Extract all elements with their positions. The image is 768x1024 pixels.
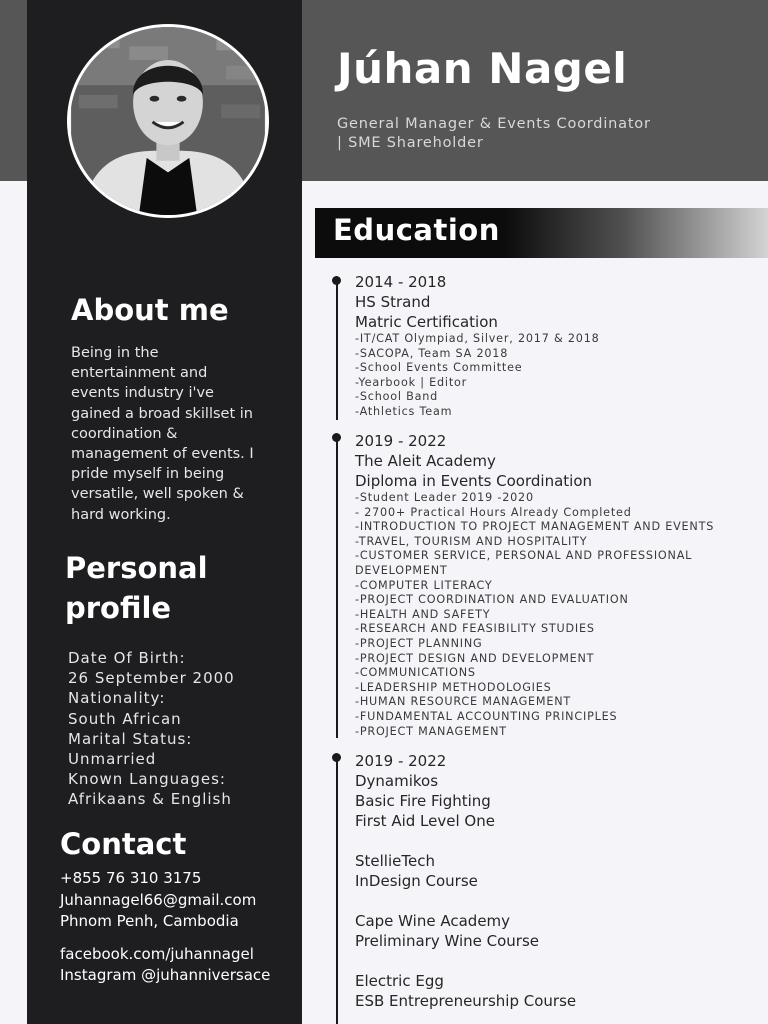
profile-line: Nationality: [68,689,166,708]
entry-detail: -HUMAN RESOURCE MANAGEMENT [355,695,572,709]
entry-line: Cape Wine Academy [355,912,511,930]
entry-line: Diploma in Events Coordination [355,472,593,490]
entry-spacer [355,831,765,851]
job-title-line: General Manager & Events Coordinator [337,116,651,132]
contact-spacer [60,933,300,944]
profile-line: Known Languages: [68,770,226,789]
entry-detail: -TRAVEL, TOURISM AND HOSPITALITY [355,534,588,548]
contact-heading: Contact [60,827,187,861]
entry-line: The Aleit Academy [355,452,496,470]
entry-years: 2019 - 2022 [355,752,447,770]
timeline-line [336,438,338,738]
profile-line: South African [68,709,182,728]
entry-line: Basic Fire Fighting [355,792,491,810]
instagram-link[interactable]: Instagram @juhanniversace [60,966,271,984]
profile-line: Unmarried [68,750,157,769]
entry-spacer [355,891,765,911]
entry-detail: -INTRODUCTION TO PROJECT MANAGEMENT AND EVENTS [355,520,715,534]
location: Phnom Penh, Cambodia [60,912,239,930]
about-line: management of events. I [71,446,254,463]
entry-detail: -PROJECT DESIGN AND DEVELOPMENT [355,651,595,665]
entry-spacer [355,951,765,971]
about-heading: About me [71,293,229,327]
entry-detail: -PROJECT PLANNING [355,636,483,650]
phone-number[interactable]: +855 76 310 3175 [60,869,202,887]
job-title [337,115,667,153]
profile-line: Afrikaans & English [68,790,232,809]
about-line: hard working. [71,506,171,523]
facebook-link[interactable]: facebook.com/juhannagel [60,944,254,963]
entry-detail: -PROJECT COORDINATION AND EVALUATION [355,593,629,607]
entry-detail: -PROJECT MANAGEMENT [355,724,507,738]
job-title-line: | SME Shareholder [337,135,484,151]
entry-detail: -CUSTOMER SERVICE, PERSONAL AND PROFESSIONAL [355,549,693,563]
portrait-photo-icon [70,27,266,215]
entry-detail: -LEADERSHIP METHODOLOGIES [355,680,552,694]
entry-years: 2019 - 2022 [355,432,447,450]
entry-line: HS Strand [355,293,431,311]
entry-line: InDesign Course [355,872,478,890]
entry-detail: -SACOPA, Team SA 2018 [355,346,509,360]
about-line: gained a broad skillset in [71,405,253,422]
portrait-photo [67,24,269,218]
entry-detail: -COMMUNICATIONS [355,666,476,680]
timeline-dot [332,276,341,285]
entry-detail: -IT/CAT Olympiad, Silver, 2017 & 2018 [355,332,600,345]
profile-line: 26 September 2000 [68,669,235,688]
timeline-line [336,758,338,1024]
entry-detail: -RESEARCH AND FEASIBILITY STUDIES [355,622,595,636]
entry-detail: - 2700+ Practical Hours Already Completed [355,505,632,519]
personal-profile-heading [65,548,208,628]
entry-detail: -School Band [355,390,439,404]
entry-detail: -School Events Committee [355,361,523,375]
about-line: entertainment and [71,365,208,382]
entry-line: Matric Certification [355,313,498,331]
education-entry [355,751,765,1011]
entry-detail: DEVELOPMENT [355,563,448,577]
education-entry [355,272,765,420]
entry-line: Preliminary Wine Course [355,932,540,950]
profile-line: Marital Status: [68,729,193,748]
education-heading: Education [333,213,500,247]
timeline-dot [332,753,341,762]
contact-details [60,868,300,987]
education-entry [355,431,765,739]
about-line: versatile, well spoken & [71,486,244,503]
entry-detail: -Athletics Team [355,404,453,418]
entry-line: ESB Entrepreneurship Course [355,992,577,1010]
about-text [71,343,276,525]
email-address[interactable]: Juhannagel66@gmail.com [60,890,257,909]
about-line: pride myself in being [71,466,225,483]
profile-line: Date Of Birth: [68,649,186,667]
about-line: coordination & [71,425,178,442]
candidate-name: Júhan Nagel [337,44,628,93]
timeline-line [336,281,338,420]
about-line: Being in the [71,345,159,361]
timeline-dot [332,433,341,442]
entry-line: Electric Egg [355,972,444,990]
personal-profile-heading-line: profile [65,591,172,625]
entry-detail: -Student Leader 2019 -2020 [355,491,534,504]
entry-line: StellieTech [355,852,435,870]
entry-line: First Aid Level One [355,812,495,830]
entry-line: Dynamikos [355,772,439,790]
entry-detail: -COMPUTER LITERACY [355,578,493,592]
personal-profile-details [68,648,288,810]
entry-detail: -Yearbook | Editor [355,375,468,389]
personal-profile-heading-line: Personal [65,551,208,585]
entry-years: 2014 - 2018 [355,273,447,291]
entry-detail: -FUNDAMENTAL ACCOUNTING PRINCIPLES [355,709,618,723]
about-line: events industry i've [71,385,214,402]
entry-detail: -HEALTH AND SAFETY [355,607,491,621]
